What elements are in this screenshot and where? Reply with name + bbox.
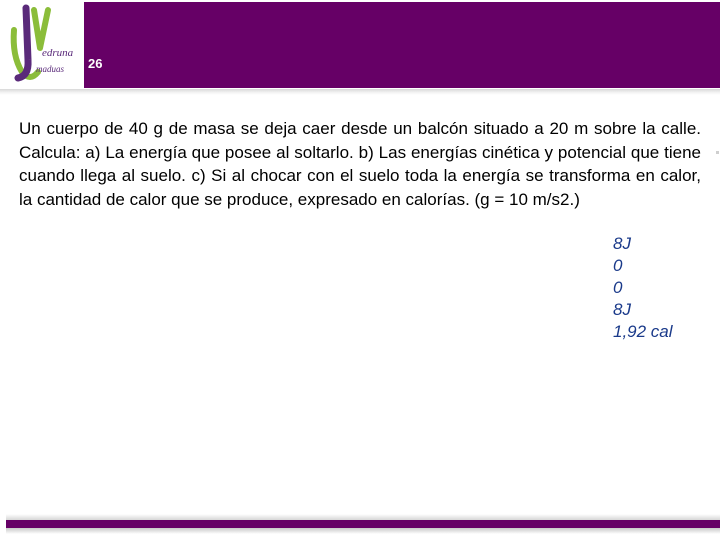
answer-item: 0 — [613, 256, 623, 275]
answers-list — [613, 233, 673, 343]
footer-band — [6, 520, 720, 528]
svg-text:maduas: maduas — [36, 64, 65, 74]
answer-item: 8J — [613, 234, 631, 253]
vedruna-logo-icon — [4, 2, 82, 86]
answer-item: 1,92 cal — [613, 322, 673, 341]
answer-item: 0 — [613, 278, 623, 297]
footer-shadow — [6, 528, 720, 534]
answer-item: 8J — [613, 300, 631, 319]
svg-text:edruna: edruna — [42, 47, 74, 59]
school-logo — [0, 0, 84, 88]
problem-statement: Un cuerpo de 40 g de masa se deja caer desde un balcón situado a 20 m sobre la calle. Calcula: a) La energía que posee al soltarlo. b) Las energías cinética y potencial que tiene cuando llega al suelo. c) Si al chocar con el suelo toda la energía se transforma en calor, la cantidad de calor que se produce, expresado en calorías. (g = 10 m/s2.) — [19, 119, 701, 209]
edge-mark — [716, 151, 719, 154]
slide-number: 26 — [88, 56, 103, 71]
header-band — [84, 2, 720, 88]
header-shadow — [0, 89, 720, 95]
